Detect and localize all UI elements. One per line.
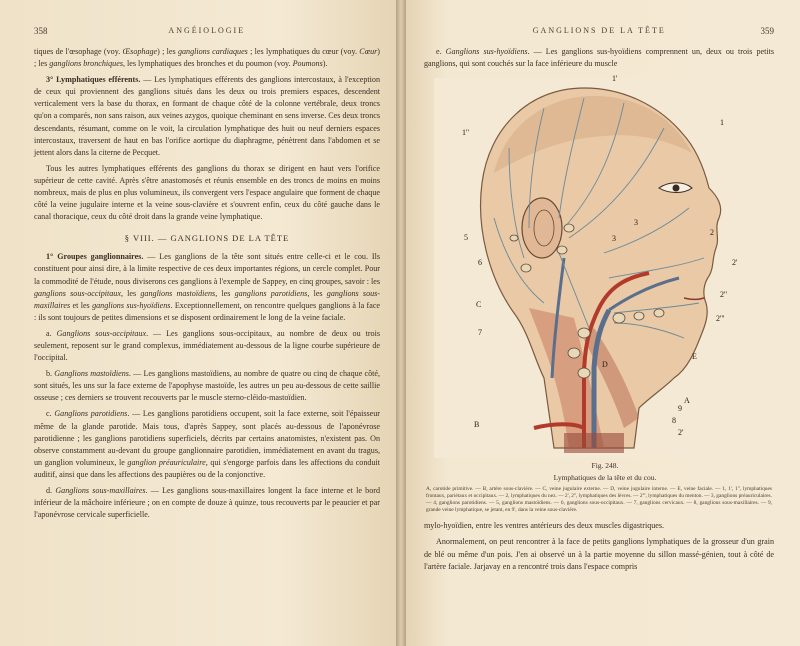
fig-label-3: 3 xyxy=(634,218,638,228)
paragraph-other-efferents: Tous les autres lymphatiques efférents des ganglions du thorax se dirigent en haut vers l'orifice supérieur de cette cavité. Après s'être anastomosés et réunis ensemble en des troncs de moins en moins nombreux, mais de plus en plus volumineux, ils convergent vers l'espace angulaire que forment de chaque côté la veine jugulaire interne et la veine sous-clavière et s'ouvrent enfin, ceux du côté gauche dans le canal thoracique, ceux du côté droit dans la grande veine lymphatique. xyxy=(34,163,380,222)
fig-label-2-prime-b: 2' xyxy=(678,428,684,438)
fig-label-1-prime: 1' xyxy=(612,74,618,84)
fig-label-8: 8 xyxy=(672,416,676,426)
fig-label-B: B xyxy=(474,420,480,430)
figure-number: Fig. 248. xyxy=(591,461,619,471)
anatomical-figure xyxy=(434,74,764,458)
right-page-number: 359 xyxy=(760,26,774,36)
right-running-head xyxy=(424,26,774,36)
right-running-title: GANGLIONS DE LA TÊTE xyxy=(532,26,666,35)
fig-label-3b: 3 xyxy=(612,234,616,244)
right-page xyxy=(400,0,800,646)
fig-label-E: E xyxy=(692,352,697,362)
neck-cut-section xyxy=(564,433,624,453)
paragraph-sous-maxillaires: d. Ganglions sous-maxillaires. — Les ganglions sous-maxillaires longent la face interne et le bord inférieur de la mâchoire inférieure ; on en compte de douze à quinze, tous recouverts par le peaucier et par l'aponévrose cervicale superficielle. xyxy=(34,486,380,520)
figure-caption: Lymphatiques de la tête et du cou. xyxy=(553,473,657,483)
paragraph-continuation: tiques de l'œsophage (voy. Œsophage) ; les ganglions cardiaques ; les lymphatiques du cœur (voy. Cœur) ; les ganglions bronchiques, les lymphatiques des bronches et du poumon (voy. Poumons). xyxy=(34,47,380,69)
left-page-number: 358 xyxy=(34,26,48,36)
fig-label-5: 5 xyxy=(464,233,468,243)
left-running-head xyxy=(34,26,380,36)
fig-label-9: 9 xyxy=(678,404,682,414)
heading-groups: 1° Groupes ganglionnaires. xyxy=(46,252,144,262)
book-gutter xyxy=(396,0,406,646)
fig-label-2-prime: 2' xyxy=(732,258,738,268)
heading-efferents: 3° Lymphatiques efférents. xyxy=(46,75,141,85)
head-neck-illustration xyxy=(434,78,764,458)
figure-legend: A, carotide primitive. — B, artère sous-clavière. — C, veine jugulaire externe. — D, veine jugulaire interne. — E, veine faciale. — 1, 1', 1'', lymphatiques frontaux, pariétaux et occipitaux. — 2, lymphatiques du nez. — 2', 2'', lymphatiques des lèvres. — 2''', lymphatiques du menton. — 3, ganglions préauriculaires. — 4, ganglions parotidiens. — 5, ganglions mastoïdiens. — 6, ganglions sous-occipitaux. — 7, ganglions cervicaux. — 8, ganglions sous-maxillaires. — 9, grande veine lymphatique, se jetant, en 9', dans la veine sous-clavière. xyxy=(426,486,772,514)
fig-label-C: C xyxy=(476,300,482,310)
paragraph-efferents: 3° Lymphatiques efférents. — Les lymphatiques efférents des ganglions intercostaux, à l'exception de ceux qui proviennent des ganglions situés dans les deux ou trois premiers espaces, descendent verticalement vers la base du thorax, en formant de chaque côté de la colonne vertébrale, deux troncs qu'on a comparés, non sans raison, aux veines azygos, quoique cheminant en sens inverse. Ces deux troncs descendants, résumant, comme on le voit, la circulation lymphatique des huit ou neuf derniers espaces intercostaux, traversent de haut en bas l'orifice aortique du diaphragme, pénètrent dans l'abdomen et se jettent alors dans la citerne de Pecquet. xyxy=(34,75,380,157)
fig-label-7: 7 xyxy=(478,328,482,338)
paragraph-sous-occipitaux: a. Ganglions sous-occipitaux. — Les ganglions sous-occipitaux, au nombre de deux ou trois seulement, reposent sur le grand complexus, immédiatement au-dessous de la ligne courbe supérieure de l'occipital. xyxy=(34,328,380,363)
paragraph-anormalement: Anormalement, on peut rencontrer à la face de petits ganglions lymphatiques de la grosseur d'un grain de blé ou même d'un pois. J'en ai observé un à la partie moyenne du sillon massé-génien, tout à côté de l'artère faciale. Jarjavay en a rencontré trois dans l'espace compris xyxy=(424,537,774,571)
paragraph-groups: 1° Groupes ganglionnaires. — Les ganglions de la tête sont situés entre celle-ci et le cou. Ils constituent pour ainsi dire, à la limite respective de ces deux importantes régions, un cercle complet. Pour la commodité de l'étude, nous diviserons ces ganglions à l'exemple de Sappey, en cinq groupes, savoir : les ganglions sous-occipitaux, les ganglions mastoïdiens, les ganglions parotidiens, les ganglions sous-maxillaires et les ganglions sus-hyoïdiens. Exceptionnellement, on rencontre quelques ganglions à la face : ils sont toujours de petites dimensions et se disposent ordinairement le long de la veine faciale. xyxy=(34,252,381,322)
fig-label-2-double-prime: 2'' xyxy=(720,290,727,300)
paragraph-mylo-hyoidien: mylo-hyoïdien, entre les ventres antérieurs des deux muscles digastriques. xyxy=(424,521,665,531)
fig-label-2-triple-prime: 2''' xyxy=(716,314,725,324)
left-running-title: ANGÉIOLOGIE xyxy=(168,26,246,35)
ear xyxy=(522,198,562,258)
fig-label-A: A xyxy=(684,396,690,406)
paragraph-parotidiens: c. Ganglions parotidiens. — Les ganglions parotidiens occupent, soit la face externe, soit l'épaisseur même de la glande parotide. Mais tous, d'après Sappey, sont placés au-dessous de l'aponévrose parotidienne ; les ganglions parotidiens superficiels, décrits par certains anatomistes, n'existent pas. On observe constamment au-devant du groupe ganglionnaire parotidien, immédiatement en avant du tragus, un ganglion volumineux, le ganglion préauriculaire, qui s'engorge parfois dans les affections du conduit auditif, ainsi que dans les affections des paupières ou de la conjonctive. xyxy=(34,409,380,479)
fig-label-D: D xyxy=(602,360,608,370)
fig-label-2: 2 xyxy=(710,228,714,238)
paragraph-mastoidiens: b. Ganglions mastoïdiens. — Les ganglions mastoïdiens, au nombre de quatre ou cinq de chaque côté, sont situés, les uns sur la face externe de l'apophyse mastoïde, les autres un peu au-dessous de cette saillie osseuse ; ces derniers se trouvent recouverts par le muscle sterno-cléido-mastoïdien. xyxy=(34,369,381,403)
section-title: § VIII. — GANGLIONS DE LA TÊTE xyxy=(124,233,290,244)
fig-label-1-double-prime: 1'' xyxy=(462,128,469,138)
fig-label-1: 1 xyxy=(720,118,724,128)
fig-label-6: 6 xyxy=(478,258,482,268)
paragraph-sus-hyoidiens: e. Ganglions sus-hyoïdiens. — Les ganglions sus-hyoïdiens comprennent un, deux ou trois petits ganglions, qui sont couchés sur la face inférieure du muscle xyxy=(424,47,774,69)
